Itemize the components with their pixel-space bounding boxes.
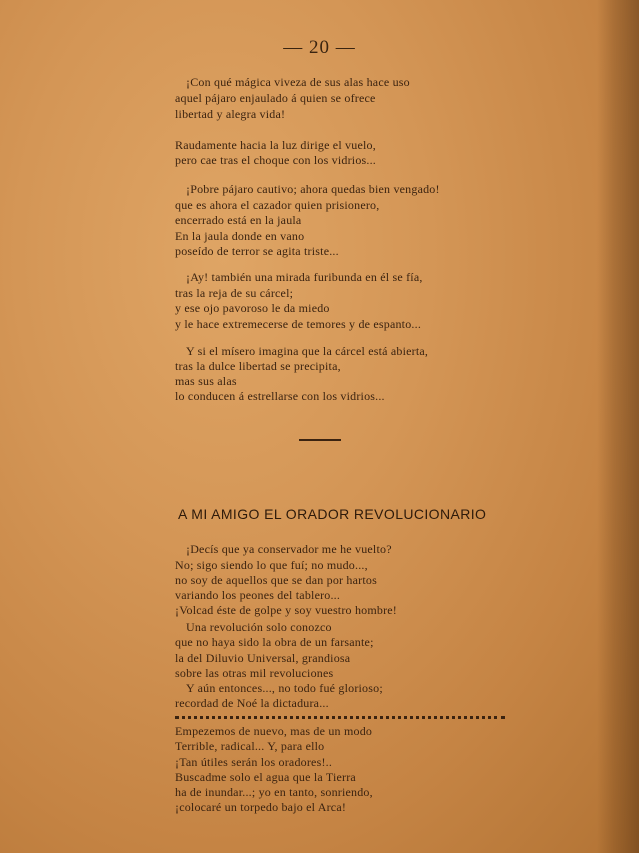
verse-line: y ese ojo pavoroso le da miedo (175, 301, 330, 315)
verse-line: Raudamente hacia la luz dirige el vuelo, (175, 138, 376, 152)
page-number: — 20 — (283, 37, 356, 58)
verse-line: pero cae tras el choque con los vidrios... (175, 153, 377, 167)
verse-line: variando los peones del tablero... (175, 588, 341, 602)
verse-line: encerrado está en la jaula (175, 213, 302, 227)
verse-line: sobre las otras mil revoluciones (175, 666, 334, 680)
verse-line: la del Diluvio Universal, grandiosa (175, 651, 351, 665)
dotted-separator (175, 716, 505, 719)
page-edge-shadow (597, 0, 639, 853)
verse-line: Empezemos de nuevo, mas de un modo (175, 724, 373, 738)
verse-line: Y si el mísero imagina que la cárcel está abierta, (186, 344, 429, 358)
verse-line: No; sigo siendo lo que fuí; no mudo..., (175, 558, 368, 572)
verse-line: recordad de Noé la dictadura... (175, 696, 329, 710)
verse-line: ¡Pobre pájaro cautivo; ahora quedas bien vengado! (186, 182, 440, 196)
verse-line: tras la reja de su cárcel; (175, 286, 294, 300)
verse-line: libertad y alegra vida! (175, 107, 286, 121)
verse-line: Buscadme solo el agua que la Tierra (175, 770, 356, 784)
verse-line: ¡Tan útiles serán los oradores!.. (175, 755, 333, 769)
verse-line: En la jaula donde en vano (175, 229, 305, 243)
verse-line: Y aún entonces..., no todo fué glorioso; (186, 681, 383, 695)
verse-line: tras la dulce libertad se precipita, (175, 359, 341, 373)
verse-line: Terrible, radical... Y, para ello (175, 739, 325, 753)
poem-title: A MI AMIGO EL ORADOR REVOLUCIONARIO (178, 506, 487, 522)
verse-line: ¡Ay! también una mirada furibunda en él se fía, (186, 270, 423, 284)
verse-line: poseído de terror se agita triste... (175, 244, 339, 258)
verse-line: ha de inundar...; yo en tanto, sonriendo, (175, 785, 373, 799)
verse-line: ¡Decís que ya conservador me he vuelto? (186, 542, 392, 556)
verse-line: no soy de aquellos que se dan por hartos (175, 573, 377, 587)
verse-line: Una revolución solo conozco (186, 620, 332, 634)
verse-line: y le hace extremecerse de temores y de espanto... (175, 317, 422, 331)
verse-line: que es ahora el cazador quien prisionero, (175, 198, 380, 212)
verse-line: ¡colocaré un torpedo bajo el Arca! (175, 800, 347, 814)
verse-line: ¡Volcad éste de golpe y soy vuestro hombre! (175, 603, 397, 617)
section-divider (299, 439, 341, 441)
verse-line: aquel pájaro enjaulado á quien se ofrece (175, 91, 376, 105)
verse-line: ¡Con qué mágica viveza de sus alas hace uso (186, 75, 410, 89)
verse-line: que no haya sido la obra de un farsante; (175, 635, 374, 649)
verse-line: mas sus alas (175, 374, 237, 388)
verse-line: lo conducen á estrellarse con los vidrios... (175, 389, 385, 403)
